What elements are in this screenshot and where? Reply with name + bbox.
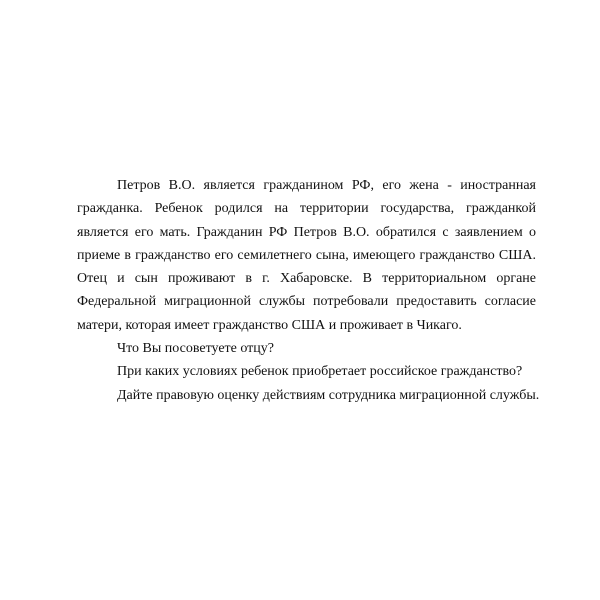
case-paragraph — [77, 174, 536, 337]
paragraph-line: Петров В.О. является гражданином РФ, его жена - иностранная — [117, 178, 536, 193]
question-1: Что Вы посоветуете отцу? — [117, 341, 275, 357]
paragraph-line: приеме в гражданство его семилетнего сына, имеющего гражданство США. — [77, 247, 536, 263]
paragraph-line: Федеральной миграционной службы потребовали предоставить согласие — [77, 294, 536, 310]
question-3: Дайте правовую оценку действиям сотрудника миграционной службы. — [117, 387, 540, 403]
paragraph-line: гражданка. Ребенок родился на территории государства, гражданкой — [77, 201, 536, 217]
question-2: При каких условиях ребенок приобретает российское гражданство? — [117, 364, 523, 380]
paragraph-line: Отец и сын проживают в г. Хабаровске. В территориальном органе — [77, 271, 536, 287]
paragraph-line: матери, которая имеет гражданство США и проживает в Чикаго. — [77, 317, 462, 333]
document-body — [77, 174, 540, 407]
paragraph-line: является его мать. Гражданин РФ Петров В.О. обратился с заявлением о — [77, 224, 536, 240]
